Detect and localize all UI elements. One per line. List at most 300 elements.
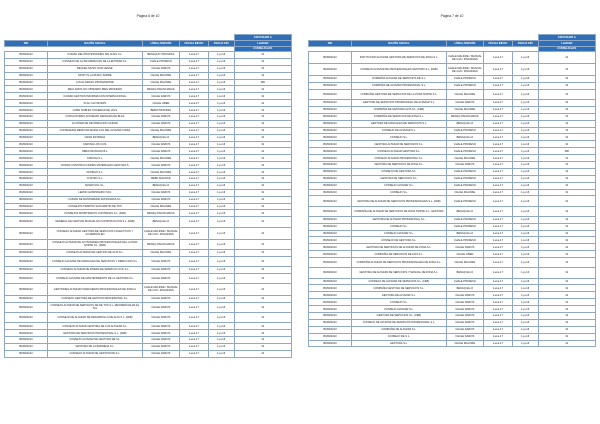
cell-nif: B18924010 bbox=[309, 113, 352, 120]
cell-razon-social: CONSEJERIA MEDICINA MARIA LOS DEL ALTAZAR CIDAS bbox=[48, 127, 143, 134]
cell-consejales: 31 bbox=[538, 278, 595, 285]
cell-fecha-inicio: 1-ene-17 bbox=[180, 330, 209, 337]
cell-fecha-inicio: 1-ene-17 bbox=[180, 155, 209, 162]
header-cif: NIF bbox=[5, 40, 48, 46]
cell-linea: CHALE PROFESO bbox=[446, 278, 483, 285]
table-row bbox=[5, 79, 292, 86]
cell-consejales: 31 bbox=[234, 189, 291, 196]
cell-linea: CHALE DARIVS bbox=[446, 326, 483, 333]
cell-razon-social: CONSEJO ALTAZAR S.L. bbox=[352, 306, 447, 313]
cell-consejales: 31 bbox=[234, 148, 291, 155]
document-page-right bbox=[308, 0, 596, 424]
cell-linea: BENAQ ELLO bbox=[446, 206, 483, 216]
cell-consejales: 31 bbox=[234, 330, 291, 337]
cell-linea: CHALE DARIVS bbox=[142, 273, 179, 283]
table-row bbox=[309, 312, 596, 319]
cell-razon-social: CONSEJO ALTAZAR GESTORA DE SERVICIOS COLECTIVOS Y ACUERDOS EN bbox=[48, 227, 143, 239]
cell-fecha-fin: 1-ju-16 bbox=[208, 343, 234, 350]
cell-fecha-inicio: 1-ene-17 bbox=[484, 258, 513, 268]
cell-nif: B18924010 bbox=[309, 258, 352, 268]
cell-razon-social: GESTORA DE SERVICIOS PROFESIONAL S.L. (FEB) bbox=[48, 330, 143, 337]
cell-consejales: 31 bbox=[538, 161, 595, 168]
cell-consejales: 31 bbox=[234, 336, 291, 343]
cell-fecha-inicio: 1-ene-17 bbox=[484, 127, 513, 134]
cell-nif: B18924010 bbox=[309, 141, 352, 148]
cell-fecha-fin: 1-ju-16 bbox=[208, 189, 234, 196]
cell-nif: B18924010 bbox=[5, 312, 48, 322]
cell-linea: CHALE MALINKE / MANUAL DE CAS / FINANCIES bbox=[446, 64, 483, 76]
cell-linea: CHALE DARIVS bbox=[446, 312, 483, 319]
cell-fecha-inicio: 1-ene-17 bbox=[484, 106, 513, 113]
cell-razon-social: CONSEJO DE LA INFORMACION DE LA ENTIDAD S.L. bbox=[48, 58, 143, 65]
cell-razon-social: GESTORA DE SERVICIOS S.L. bbox=[352, 175, 447, 182]
cell-razon-social: COMPAÑIA DE ALTAZAR S.L. bbox=[352, 326, 447, 333]
table-row bbox=[5, 120, 292, 127]
cell-linea: BENAQ FINANCIADAS bbox=[142, 210, 179, 217]
cell-nif: B18924010 bbox=[5, 65, 48, 72]
cell-nif: B18924010 bbox=[5, 210, 48, 217]
cell-fecha-inicio: 1-ene-17 bbox=[180, 189, 209, 196]
cell-nif: B18924010 bbox=[309, 292, 352, 299]
cell-linea: CHALE DARIVS bbox=[142, 65, 179, 72]
cell-linea: CHALE MALINKE bbox=[142, 127, 179, 134]
cell-nif: B18924010 bbox=[5, 350, 48, 357]
header-fin: FECHA FIN bbox=[512, 40, 538, 46]
cell-razon-social: COMPAÑIA DE SERVICIOS DE ZONA S.L. bbox=[352, 113, 447, 120]
cell-razon-social: CONSEJO ALTAZAR DE RIVERA DE SERVICIO CIVIL S.L. bbox=[48, 266, 143, 273]
table-row bbox=[309, 141, 596, 148]
cell-fecha-fin: 1-ju-16 bbox=[208, 120, 234, 127]
cell-fecha-fin: 1-ju-16 bbox=[512, 292, 538, 299]
cell-razon-social: CONSEJO ALTAZAR S.L. bbox=[352, 230, 447, 237]
cell-linea: CHALE MALINKE bbox=[446, 106, 483, 113]
cell-linea: CHALE DARIVS bbox=[142, 323, 179, 330]
table-row bbox=[5, 273, 292, 283]
cell-consejales: 31 bbox=[538, 120, 595, 127]
table-row bbox=[309, 127, 596, 134]
cell-nif: B18924010 bbox=[5, 330, 48, 337]
cell-razon-social: CONSEJO DE ALTAZAR DE SERVICIOS S.L. (FEB) bbox=[352, 278, 447, 285]
table-row bbox=[309, 251, 596, 258]
cell-razon-social: CONSEJO ALTAZAR DE SERVICIOS DE DE TOS S.L. RESIDENCIALES EL TAL bbox=[48, 302, 143, 312]
cell-razon-social: CONSEJO S.L. bbox=[352, 134, 447, 141]
cell-linea: CHALE PROFESO bbox=[446, 148, 483, 155]
cell-fecha-fin: 1-ju-16 bbox=[512, 244, 538, 251]
cell-linea: CHALE MALINKE bbox=[446, 189, 483, 196]
cell-fecha-inicio: 1-ene-17 bbox=[180, 176, 209, 183]
cell-nif: B18924010 bbox=[5, 343, 48, 350]
cell-razon-social: CONSEJO S.L. bbox=[352, 299, 447, 306]
cell-fecha-fin: 1-ju-16 bbox=[208, 86, 234, 93]
cell-linea: CHALE MALINKE bbox=[142, 79, 179, 86]
cell-consejales: 31 bbox=[234, 72, 291, 79]
cell-razon-social: CONSEJO ALTAZAR DE GESTION DE ALTA S.L. bbox=[48, 249, 143, 256]
cell-consejales: 31 bbox=[538, 99, 595, 106]
cell-consejales: 31 bbox=[234, 239, 291, 249]
cell-razon-social: COMPAÑIA GESTORA DE SERVICIOS S.L. bbox=[352, 285, 447, 292]
cell-fecha-fin: 1-ju-16 bbox=[512, 299, 538, 306]
table-row bbox=[309, 120, 596, 127]
cell-razon-social: CONSEJO ALTAZAR DE MANUALES DE SERVICIOS Y DIRECCION S.L. bbox=[48, 256, 143, 266]
cell-nif: B18924010 bbox=[309, 216, 352, 223]
cell-consejales: 31 bbox=[234, 100, 291, 107]
cell-fecha-inicio: 1-ene-17 bbox=[484, 120, 513, 127]
cell-nif: B18924010 bbox=[309, 299, 352, 306]
cell-razon-social: GESTORA S.L. bbox=[352, 340, 447, 347]
cell-linea: CHALE MALINKE bbox=[142, 155, 179, 162]
cell-fecha-fin: 1-ju-16 bbox=[208, 176, 234, 183]
cell-consejales: 31 bbox=[234, 295, 291, 302]
table-row bbox=[5, 162, 292, 169]
cell-linea: CHALE PROFESO bbox=[446, 82, 483, 89]
cell-razon-social: GESTORA DE LA BARRENA S.L. bbox=[48, 343, 143, 350]
table-row bbox=[5, 58, 292, 65]
cell-nif: B18924010 bbox=[309, 155, 352, 162]
cell-consejales: 31 bbox=[234, 52, 291, 59]
cell-consejales: 31 bbox=[538, 251, 595, 258]
table-row bbox=[5, 302, 292, 312]
cell-fecha-inicio: 1-ene-17 bbox=[180, 107, 209, 114]
header-nombre: RAZÓN SOCIAL bbox=[48, 40, 143, 46]
cell-fecha-fin: 1-ju-16 bbox=[512, 312, 538, 319]
cell-fecha-fin: 1-ju-16 bbox=[208, 162, 234, 169]
table-row bbox=[5, 107, 292, 114]
cell-consejales: 31 bbox=[538, 106, 595, 113]
cell-nif: B18924010 bbox=[309, 161, 352, 168]
cell-fecha-inicio: 1-ene-17 bbox=[484, 237, 513, 244]
table-row bbox=[5, 210, 292, 217]
cell-fecha-inicio: 1-ene-17 bbox=[484, 251, 513, 258]
table-row bbox=[5, 65, 292, 72]
cell-razon-social: COMPAÑIA ALTAZAR DE SERVICIOS DE S.L. bbox=[352, 76, 447, 83]
cell-linea: BENAQ FINANCIADAS bbox=[142, 239, 179, 249]
cell-nif: B18924010 bbox=[309, 175, 352, 182]
table-row bbox=[5, 312, 292, 322]
cell-linea: CHALE PROFESO bbox=[446, 216, 483, 223]
cell-nif: B18924010 bbox=[309, 268, 352, 278]
cell-linea: CHALE DARIVS bbox=[446, 161, 483, 168]
cell-nif: B18924010 bbox=[5, 114, 48, 121]
cell-fecha-fin: 1-ju-16 bbox=[512, 161, 538, 168]
cell-fecha-inicio: 1-ene-17 bbox=[484, 148, 513, 155]
cell-fecha-inicio: 1-ene-17 bbox=[484, 244, 513, 251]
cell-fecha-inicio: 1-ene-17 bbox=[484, 82, 513, 89]
cell-razon-social: CUSTRO S.L. bbox=[48, 176, 143, 183]
cell-fecha-inicio: 1-ene-17 bbox=[180, 256, 209, 266]
cell-nif: B18924010 bbox=[5, 100, 48, 107]
cell-linea: CHALE DARIVS bbox=[142, 148, 179, 155]
cell-nif: B18924010 bbox=[5, 266, 48, 273]
cell-consejales: 31 bbox=[538, 268, 595, 278]
cell-fecha-fin: 1-ju-16 bbox=[512, 319, 538, 326]
table-row bbox=[309, 113, 596, 120]
table-row bbox=[309, 340, 596, 347]
cell-consejales: 31 bbox=[538, 333, 595, 340]
cell-fecha-fin: 1-ju-16 bbox=[208, 266, 234, 273]
cell-fecha-fin: 1-ju-16 bbox=[208, 107, 234, 114]
cell-razon-social: CONSEJO ALTAZAR PROFESIONAL S.L. bbox=[352, 155, 447, 162]
cell-linea: BEBO PROFESO bbox=[142, 107, 179, 114]
table-row bbox=[5, 239, 292, 249]
cell-linea: CHALE DARIVS bbox=[142, 312, 179, 322]
cell-fecha-fin: 1-ju-16 bbox=[512, 52, 538, 64]
cell-fecha-inicio: 1-ene-17 bbox=[484, 155, 513, 162]
cell-nif: B18924010 bbox=[309, 206, 352, 216]
cell-fecha-fin: 1-ju-16 bbox=[208, 302, 234, 312]
cell-fecha-inicio: 1-ene-17 bbox=[484, 113, 513, 120]
cell-fecha-fin: 1-ju-16 bbox=[512, 168, 538, 175]
cell-fecha-fin: 1-ju-16 bbox=[208, 58, 234, 65]
table-row bbox=[309, 268, 596, 278]
cell-linea: CHALE DARIVS bbox=[142, 302, 179, 312]
cell-linea: CHALE PROFESO bbox=[446, 223, 483, 230]
cell-razon-social: COMPAÑIA DE ALTAZAR PROFESIONAL S.L. bbox=[352, 82, 447, 89]
cell-fecha-inicio: 1-ene-17 bbox=[180, 249, 209, 256]
cell-fecha-fin: 1-ju-16 bbox=[512, 216, 538, 223]
cell-fecha-fin: 1-ju-16 bbox=[512, 134, 538, 141]
cell-linea: CHALE DARIVS bbox=[446, 99, 483, 106]
cell-consejales: 31 bbox=[234, 120, 291, 127]
table-row bbox=[309, 148, 596, 155]
cell-fecha-inicio: 1-ene-17 bbox=[180, 302, 209, 312]
cell-consejales: 31 bbox=[538, 189, 595, 196]
cell-razon-social: GESTORA DE MANUALES DE SERVICIOS S.L. bbox=[352, 120, 447, 127]
cell-consejales: 31 bbox=[538, 216, 595, 223]
cell-consejales: 31 bbox=[234, 249, 291, 256]
cell-razon-social: GESTORA DE SERVICIOS PROFESIONAL DE ALTAZAR S.L. bbox=[352, 99, 447, 106]
header-group: CRUCIGOR A bbox=[234, 35, 291, 41]
header-group-sub: LLENAR bbox=[234, 40, 291, 46]
cell-nif: B18924010 bbox=[5, 86, 48, 93]
cell-consejales: 31 bbox=[234, 93, 291, 100]
cell-consejales: 31 bbox=[234, 141, 291, 148]
table-row bbox=[5, 336, 292, 343]
cell-nif: B18924010 bbox=[309, 340, 352, 347]
header-num: CONSEJALES bbox=[234, 46, 291, 52]
cell-linea: BENAQ ELLO bbox=[142, 134, 179, 141]
cell-consejales: 31 bbox=[538, 312, 595, 319]
cell-razon-social: CIUDAD GESTION INFORMACION INTERNACIONAL bbox=[48, 93, 143, 100]
cell-linea: BENAQ ELLO bbox=[142, 217, 179, 227]
cell-razon-social: CLUSTER DE INFORMACION CIUDAD bbox=[48, 120, 143, 127]
cell-nif: B18924010 bbox=[309, 196, 352, 206]
cell-fecha-fin: 1-ju-16 bbox=[512, 76, 538, 83]
cell-razon-social: CONSEJO ALTAZAR GESTORA DE LOS ALTAZAR S.L. bbox=[48, 323, 143, 330]
table-row bbox=[5, 249, 292, 256]
cell-nif: B18924010 bbox=[309, 251, 352, 258]
table-row bbox=[5, 86, 292, 93]
cell-nif: B18924010 bbox=[309, 326, 352, 333]
table-row bbox=[5, 227, 292, 239]
cell-fecha-inicio: 1-ene-17 bbox=[180, 336, 209, 343]
cell-linea: BENAQUIT PROGRAS bbox=[142, 52, 179, 59]
cell-fecha-fin: 1-ju-16 bbox=[208, 283, 234, 295]
cell-fecha-fin: 1-ju-16 bbox=[208, 336, 234, 343]
table-row bbox=[5, 330, 292, 337]
cell-consejales: 31 bbox=[538, 196, 595, 206]
table-row bbox=[309, 189, 596, 196]
cell-fecha-inicio: 1-ene-17 bbox=[484, 134, 513, 141]
header-group-sub: LLENAR bbox=[538, 40, 595, 46]
table-row bbox=[5, 114, 292, 121]
table-row bbox=[309, 216, 596, 223]
cell-nif: B18924010 bbox=[5, 169, 48, 176]
cell-nif: B18924010 bbox=[309, 244, 352, 251]
cell-fecha-inicio: 1-ene-17 bbox=[180, 162, 209, 169]
cell-fecha-fin: 1-ju-16 bbox=[208, 217, 234, 227]
cell-razon-social: CIUDAD DEL PROTESSIONES SIN ALAIG S.L. bbox=[48, 52, 143, 59]
cell-linea: CHALE DARIVS bbox=[142, 266, 179, 273]
cell-linea: CHALE MALINKE bbox=[142, 72, 179, 79]
table-row bbox=[309, 89, 596, 99]
cell-nif: B18924010 bbox=[309, 230, 352, 237]
cell-nif: B18924010 bbox=[309, 189, 352, 196]
cell-consejales: 31 bbox=[234, 273, 291, 283]
cell-fecha-inicio: 1-ene-17 bbox=[180, 114, 209, 121]
cell-linea: CHALE MALINKE bbox=[446, 89, 483, 99]
cell-fecha-inicio: 1-ene-17 bbox=[180, 134, 209, 141]
cell-fecha-fin: 1-ju-16 bbox=[512, 99, 538, 106]
cell-linea: CHALE DARIVS bbox=[446, 333, 483, 340]
cell-fecha-inicio: 1-ene-17 bbox=[484, 196, 513, 206]
cell-razon-social: COMPAÑIA DE ALTAZAR DE SERVICIOS DE ZONA NORTE S.L. GESTORA bbox=[352, 206, 447, 216]
cell-fecha-inicio: 1-ene-17 bbox=[180, 79, 209, 86]
table-row bbox=[309, 76, 596, 83]
cell-linea: CHALE DARIVS bbox=[142, 343, 179, 350]
cell-consejales: 31 bbox=[538, 89, 595, 99]
cell-consejales: 31 bbox=[538, 76, 595, 83]
cell-fecha-inicio: 1-ene-17 bbox=[180, 52, 209, 59]
cell-consejales: 31 bbox=[234, 302, 291, 312]
table-row bbox=[5, 203, 292, 210]
table-row bbox=[5, 148, 292, 155]
cell-razon-social: CORE NOBLES SOCIEDAD DE VALS bbox=[48, 107, 143, 114]
cell-nif: B18924010 bbox=[309, 64, 352, 76]
cell-nif: B18924010 bbox=[5, 79, 48, 86]
table-row bbox=[5, 295, 292, 302]
cell-nif: B18924010 bbox=[5, 302, 48, 312]
cell-razon-social: PLAU CLIVISVEPS bbox=[48, 100, 143, 107]
cell-consejales: 31 bbox=[538, 299, 595, 306]
cell-consejales: 31 bbox=[538, 141, 595, 148]
cell-fecha-inicio: 1-ene-17 bbox=[484, 278, 513, 285]
cell-nif: B18924010 bbox=[309, 319, 352, 326]
cell-nif: B18924010 bbox=[309, 148, 352, 155]
cell-fecha-inicio: 1-ene-17 bbox=[484, 206, 513, 216]
cell-fecha-fin: 1-ju-16 bbox=[208, 134, 234, 141]
cell-razon-social: COMPAÑIA ALTAZAR DE SERVICIOS PROFESIONALES DE ZONA S.L. bbox=[352, 258, 447, 268]
cell-nif: B18924010 bbox=[309, 76, 352, 83]
table-row bbox=[309, 196, 596, 206]
cell-fecha-fin: 1-ju-16 bbox=[208, 141, 234, 148]
cell-nif: B18924010 bbox=[5, 127, 48, 134]
cell-nif: B18924010 bbox=[309, 306, 352, 313]
cell-fecha-inicio: 1-ene-17 bbox=[484, 292, 513, 299]
table-row bbox=[309, 333, 596, 340]
cell-linea: CHALE MALINKE / MANUAL DE CAS / FINANCIES bbox=[446, 52, 483, 64]
cell-linea: CHALE PROFESO bbox=[446, 76, 483, 83]
cell-fecha-inicio: 1-ene-17 bbox=[180, 239, 209, 249]
cell-consejales: 31 bbox=[234, 227, 291, 239]
cell-fecha-fin: 1-ju-16 bbox=[512, 89, 538, 99]
cell-linea: CHALE DARIVS bbox=[142, 114, 179, 121]
cell-linea: BENAQ ELLO bbox=[446, 230, 483, 237]
table-row bbox=[5, 93, 292, 100]
table-row bbox=[5, 52, 292, 59]
cell-razon-social: CONSEJO S.L. bbox=[352, 223, 447, 230]
header-num: CONSEJALES bbox=[538, 46, 595, 52]
cell-fecha-fin: 1-ju-16 bbox=[512, 340, 538, 347]
cell-nif: B18924010 bbox=[309, 120, 352, 127]
cell-fecha-inicio: 1-ene-17 bbox=[180, 141, 209, 148]
table-row bbox=[309, 299, 596, 306]
cell-consejales: 31 bbox=[538, 134, 595, 141]
table-row bbox=[309, 161, 596, 168]
cell-fecha-inicio: 1-ene-17 bbox=[484, 268, 513, 278]
cell-linea: CHALE LIBER bbox=[142, 100, 179, 107]
cell-nif: B18924010 bbox=[5, 141, 48, 148]
page-number: Página 7 de 10 bbox=[440, 14, 464, 18]
cell-razon-social: GENERAL DE GESTION MANUAL ES CONSTRUCCION S.L. (FEB) bbox=[48, 217, 143, 227]
cell-linea: CHALE DARIVS bbox=[142, 336, 179, 343]
cell-fecha-inicio: 1-ene-17 bbox=[484, 161, 513, 168]
cell-razon-social: CONSEJO ALTAZAR GESTORA S.L. bbox=[352, 148, 447, 155]
table-row bbox=[5, 182, 292, 189]
cell-consejales: 31 bbox=[234, 196, 291, 203]
cell-razon-social: BEQUEL MUSIC SUR GESNE bbox=[48, 65, 143, 72]
cell-razon-social: CONSEJO DE GESTORA S.L. bbox=[352, 237, 447, 244]
table-row bbox=[309, 52, 596, 64]
cell-fecha-fin: 1-ju-16 bbox=[208, 182, 234, 189]
cell-fecha-inicio: 1-ene-17 bbox=[180, 148, 209, 155]
cell-fecha-fin: 1-ju-16 bbox=[512, 326, 538, 333]
cell-linea: CHALE DARIVS bbox=[142, 93, 179, 100]
contracts-table bbox=[308, 34, 596, 347]
cell-fecha-fin: 1-ju-16 bbox=[512, 258, 538, 268]
table-row bbox=[5, 266, 292, 273]
cell-linea: CHALE DARIVS bbox=[446, 319, 483, 326]
table-row bbox=[5, 72, 292, 79]
cell-consejales: 31 bbox=[234, 312, 291, 322]
cell-fecha-inicio: 1-ene-17 bbox=[180, 169, 209, 176]
cell-linea: CHALE MALINKE bbox=[142, 249, 179, 256]
cell-consejales: 31 bbox=[234, 210, 291, 217]
cell-linea: CHALE DARIVS bbox=[142, 350, 179, 357]
cell-fecha-fin: 1-ju-16 bbox=[208, 79, 234, 86]
cell-consejales: 31 bbox=[234, 217, 291, 227]
cell-razon-social: COMPAÑIA DE GESTORA ALTA S.L. (FEB) bbox=[352, 106, 447, 113]
cell-consejales: 31 bbox=[538, 244, 595, 251]
cell-fecha-inicio: 1-ene-17 bbox=[484, 306, 513, 313]
cell-fecha-inicio: 1-ene-17 bbox=[484, 299, 513, 306]
cell-consejales: 31 bbox=[538, 285, 595, 292]
cell-fecha-inicio: 1-ene-17 bbox=[180, 120, 209, 127]
cell-fecha-fin: 1-ju-16 bbox=[208, 330, 234, 337]
cell-fecha-inicio: 1-ene-17 bbox=[180, 273, 209, 283]
cell-fecha-fin: 1-ju-16 bbox=[208, 273, 234, 283]
cell-linea: CHALE DARIVS bbox=[142, 189, 179, 196]
table-row bbox=[309, 106, 596, 113]
table-row bbox=[5, 134, 292, 141]
cell-razon-social: GESTORA DE SERVICIOS DE ALTAZAR DE ZONA S.L. bbox=[352, 244, 447, 251]
cell-linea: CHALE MALINKE / MANUAL DE CAS / FINANCIES bbox=[142, 227, 179, 239]
cell-fecha-inicio: 1-ene-17 bbox=[484, 326, 513, 333]
cell-razon-social: GESTORA DE SERVICIOS DE ZONA S.L. bbox=[352, 161, 447, 168]
cell-fecha-inicio: 1-ene-17 bbox=[180, 196, 209, 203]
cell-consejales: 31 bbox=[234, 58, 291, 65]
cell-fecha-fin: 1-ju-16 bbox=[512, 306, 538, 313]
cell-consejales: 31 bbox=[538, 168, 595, 175]
